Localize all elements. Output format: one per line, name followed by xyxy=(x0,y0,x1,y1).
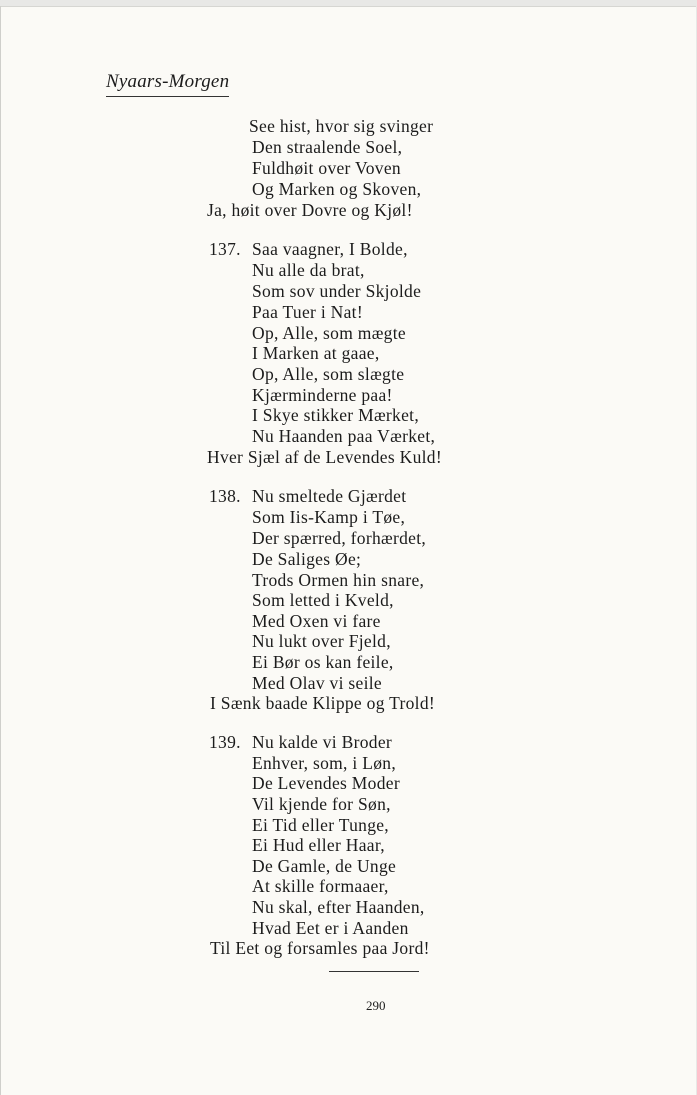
stanza-number: 138. xyxy=(209,486,241,506)
poem-line: Ja, høit over Dovre og Kjøl! xyxy=(207,200,413,220)
poem-line: De Saliges Øe; xyxy=(252,549,362,569)
poem-line: Nu alle da brat, xyxy=(252,260,365,280)
poem-line: Nu kalde vi Broder xyxy=(252,732,393,752)
stanza-number: 137. xyxy=(209,239,241,259)
poem-line: I Skye stikker Mærket, xyxy=(252,405,419,425)
poem-line: I Marken at gaae, xyxy=(252,343,380,363)
poem-line: Saa vaagner, I Bolde, xyxy=(252,239,408,259)
book-page xyxy=(0,6,696,1095)
poem-line: Nu lukt over Fjeld, xyxy=(252,631,391,651)
poem-line: Ei Tid eller Tunge, xyxy=(252,815,389,835)
poem-line: Vil kjende for Søn, xyxy=(252,794,391,814)
poem-line: Til Eet og forsamles paa Jord! xyxy=(210,938,430,958)
poem-line: I Sænk baade Klippe og Trold! xyxy=(210,693,436,713)
poem-line: Den straalende Soel, xyxy=(252,137,403,157)
poem-line: De Levendes Moder xyxy=(252,773,400,793)
poem-line: Med Olav vi seile xyxy=(252,673,383,693)
poem-line: Som sov under Skjolde xyxy=(252,281,422,301)
poem-line: Hver Sjæl af de Levendes Kuld! xyxy=(207,447,442,467)
running-header: Nyaars-Morgen xyxy=(106,70,229,97)
poem-line: Som Iis-Kamp i Tøe, xyxy=(252,507,406,527)
poem-line: De Gamle, de Unge xyxy=(252,856,397,876)
end-rule-divider xyxy=(329,971,419,972)
poem-line: Fuldhøit over Voven xyxy=(252,158,401,178)
poem-line: Nu smeltede Gjærdet xyxy=(252,486,407,506)
poem-line: At skille formaaer, xyxy=(252,876,389,896)
poem-line: Ei Hud eller Haar, xyxy=(252,835,385,855)
poem-line: See hist, hvor sig svinger xyxy=(249,116,434,136)
poem-line: Med Oxen vi fare xyxy=(252,611,381,631)
poem-line: Paa Tuer i Nat! xyxy=(252,302,363,322)
poem-line: Ei Bør os kan feile, xyxy=(252,652,394,672)
poem-line: Nu skal, efter Haanden, xyxy=(252,897,425,917)
poem-line: Som letted i Kveld, xyxy=(252,590,394,610)
poem-line: Der spærred, forhærdet, xyxy=(252,528,427,548)
poem-line: Trods Ormen hin snare, xyxy=(252,570,425,590)
poem-line: Nu Haanden paa Værket, xyxy=(252,426,436,446)
poem-line: Op, Alle, som slægte xyxy=(252,364,405,384)
poem-line: Kjærminderne paa! xyxy=(252,385,393,405)
stanza-number: 139. xyxy=(209,732,241,752)
poem-line: Enhver, som, i Løn, xyxy=(252,753,397,773)
poem-line: Op, Alle, som mægte xyxy=(252,323,406,343)
poem-line: Hvad Eet er i Aanden xyxy=(252,918,409,938)
page-number: 290 xyxy=(366,998,386,1013)
poem-line: Og Marken og Skoven, xyxy=(252,179,422,199)
